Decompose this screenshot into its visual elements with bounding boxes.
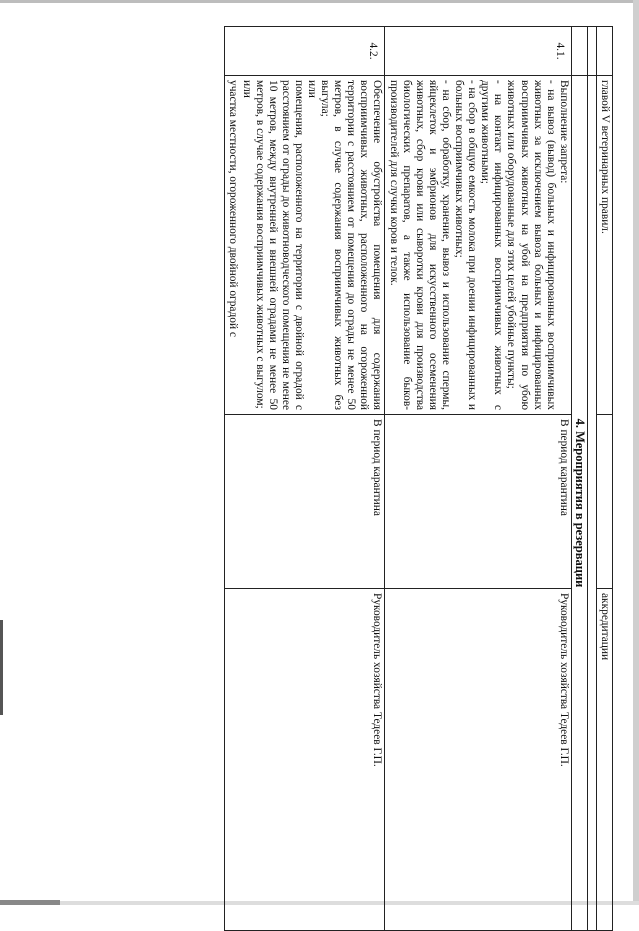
section-header-row <box>571 27 587 931</box>
row-number: 4.2. <box>225 27 385 76</box>
measure-cell <box>225 76 385 415</box>
measure-line: Выполнение запрета: <box>557 80 570 184</box>
spacer-cell-wide <box>587 76 596 931</box>
measure-line: или <box>240 80 253 98</box>
measure-line: участка местности, огороженного двойной оградой с <box>227 80 240 337</box>
top-row <box>596 27 612 931</box>
spacer-cell <box>587 27 596 76</box>
table-row <box>385 27 571 931</box>
measure-cell <box>385 76 571 415</box>
top-number-cell <box>596 27 612 76</box>
measure-line: - на контакт инфицированных восприимчивых животных с другими животными; <box>479 80 505 410</box>
measure-line: - на вывоз (вывод) больных и инфицированных восприимчивых животных за исключением вывоза больных и инфицированных восприимчивых животных на убой на предприятия по убою животных или оборудованные для этих целей убойные пункты; <box>505 80 557 410</box>
measure-line: или <box>306 80 319 98</box>
responsible-cell: Руководитель хозяйства Тедеев Г.П. <box>225 589 385 931</box>
period-cell: В период карантина <box>385 415 571 589</box>
table-row <box>225 27 385 931</box>
top-mid-cell <box>596 415 612 589</box>
responsible-cell: Руководитель хозяйства Тедеев Г.П. <box>385 589 571 931</box>
section-header: 4. Мероприятия в резервации <box>571 76 587 931</box>
section-header-number-cell <box>571 27 587 76</box>
measures-table <box>224 26 613 931</box>
measure-line: Обеспечение обустройства помещения для содержания восприимчивых животных, расположенного на огороженной территории с расстоянием от помещения до ограды не менее 50 метров, в случае содержания восприимчивых животных без выгула; <box>319 80 384 410</box>
top-left-cell <box>596 76 612 415</box>
spacer-row <box>587 27 596 931</box>
period-cell: В период карантина <box>225 415 385 589</box>
top-right-cell <box>596 589 612 931</box>
top-left-text: главой V ветеринарных правил. <box>599 80 611 234</box>
top-right-text: аккредитации <box>599 593 611 661</box>
measure-line: - на сбор в общую емкость молока при доении инфицированных и больных восприимчивых животных; <box>453 80 479 410</box>
measure-line: - на сбор, обработку, хранение, вывоз и использование спермы, яйцеклеток и эмбрионов для искусственного осеменения животных, сбор крови или сыворотки крови для производства биологических препаратов, а также использование быков-производителей для случки коров и телок. <box>387 80 452 410</box>
measure-line: помещения, расположенного на территории с двойной оградой с расстоянием от ограды до животноводческого помещения не менее 10 метров, между внутренней и внешней оградами не менее 50 метров, в случае содержания восприимчивых животных с выгулом; <box>253 80 305 410</box>
row-number: 4.1. <box>385 27 571 76</box>
